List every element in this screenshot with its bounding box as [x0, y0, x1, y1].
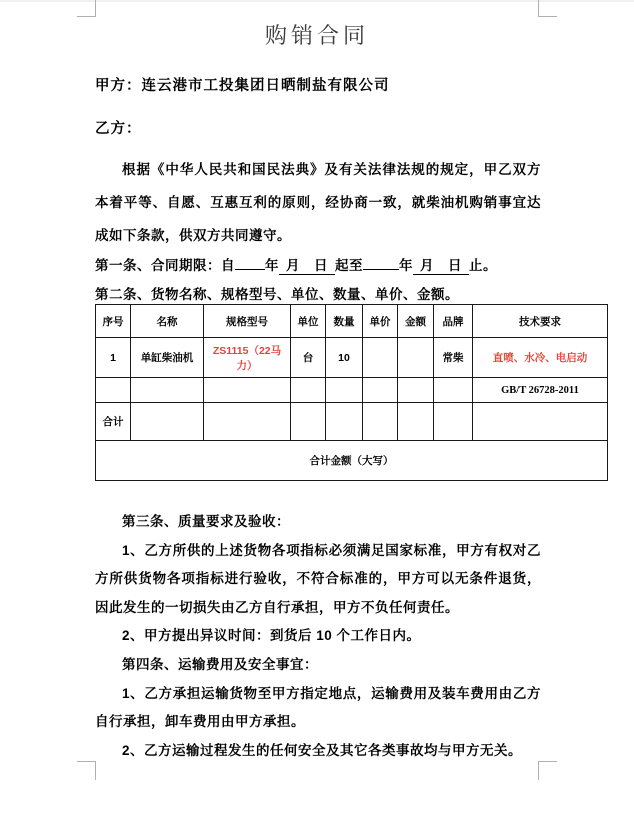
- article-3-item-1: 1、乙方所供的上述货物各项指标必须满足国家标准，甲方有权对乙方所供货物各项指标进行验收，不符合标准的，甲方可以无条件退货，因此发生的一切损失由乙方自行承担，甲方不负任何责任。: [95, 542, 541, 615]
- goods-row: [96, 338, 608, 378]
- margin-mark-top-left-v: [95, 0, 96, 16]
- article-4-item-2: 2、乙方运输过程发生的任何安全及其它各类事故均与甲方无关。: [122, 742, 523, 758]
- article-1-day1: 日: [307, 254, 335, 275]
- article-3-heading: 第三条、质量要求及验收：: [122, 514, 290, 529]
- article-1-year2: 年: [399, 258, 413, 273]
- article-3-item-2: 2、甲方提出异议时间：到货后 10 个工作日内。: [122, 628, 421, 644]
- party-a-line: 甲方：连云港市工投集团日晒制盐有限公司: [95, 78, 390, 94]
- article-4-item-1: 1、乙方承担运输货物至甲方指定地点，运输费用及装车费用由乙方自行承担，卸车费用由甲方承担。: [95, 685, 541, 730]
- articles-section: [95, 508, 541, 765]
- cell-tech: 直喷、水冷、电启动: [473, 338, 608, 378]
- cell-unit: 台: [291, 338, 326, 378]
- preamble-paragraph: 根据《中华人民共和国民法典》及有关法律法规的规定，甲乙双方本着平等、自愿、互惠互利的原则，经协商一致，就柴油机购销事宜达成如下条款，供双方共同遵守。: [95, 162, 541, 243]
- margin-mark-bottom-left-h: [77, 761, 96, 762]
- cell-amount-in-words: 合计金额（大写）: [96, 441, 608, 481]
- article-4-heading: 第四条、运输费用及安全事宜：: [122, 656, 318, 672]
- header-spec: 规格型号: [204, 305, 291, 338]
- article-2-heading: 第二条、货物名称、规格型号、单位、数量、单价、金额。: [95, 287, 459, 302]
- header-qty: 数量: [326, 305, 363, 338]
- cell-brand: 常柴: [434, 338, 473, 378]
- amount-in-words-row: [96, 441, 608, 481]
- cell-qty: 10: [326, 338, 363, 378]
- cell-tech-standard: GB/T 26728-2011: [473, 378, 608, 403]
- header-unit-price: 单价: [363, 305, 398, 338]
- contract-title: 购销合同: [264, 23, 369, 48]
- cell-unit-price: [363, 338, 398, 378]
- article-1-year1: 年: [265, 258, 279, 273]
- table-header-row: [96, 305, 608, 338]
- article-1-lead: 第一条、合同期限：自: [95, 258, 235, 273]
- goods-table: [95, 304, 608, 481]
- cell-name: 单缸柴油机: [131, 338, 204, 378]
- blank-line: [363, 256, 399, 270]
- header-unit: 单位: [291, 305, 326, 338]
- cell-spec: ZS1115（22马力）: [204, 338, 291, 378]
- header-seq: 序号: [96, 305, 131, 338]
- party-b-line: 乙方：: [95, 121, 142, 137]
- header-brand: 品牌: [434, 305, 473, 338]
- total-row: [96, 403, 608, 441]
- cell-amount: [398, 338, 434, 378]
- header-amount: 金额: [398, 305, 434, 338]
- margin-mark-top-right-h: [538, 16, 557, 17]
- article-1-day2: 日: [441, 254, 469, 275]
- header-tech: 技术要求: [473, 305, 608, 338]
- article-1-term-line: [95, 254, 497, 275]
- margin-mark-top-left-h: [77, 16, 96, 17]
- article-1-to: 起至: [335, 258, 363, 273]
- cell-seq: 1: [96, 338, 131, 378]
- cell-total-label: 合计: [96, 403, 131, 441]
- standard-row: [96, 378, 608, 403]
- margin-mark-top-right-v: [538, 0, 539, 16]
- article-1-tail: 止。: [469, 258, 497, 273]
- article-1-month1: 月: [279, 254, 307, 275]
- blank-line: [235, 256, 265, 270]
- article-1-month2: 月: [413, 254, 441, 275]
- header-name: 名称: [131, 305, 204, 338]
